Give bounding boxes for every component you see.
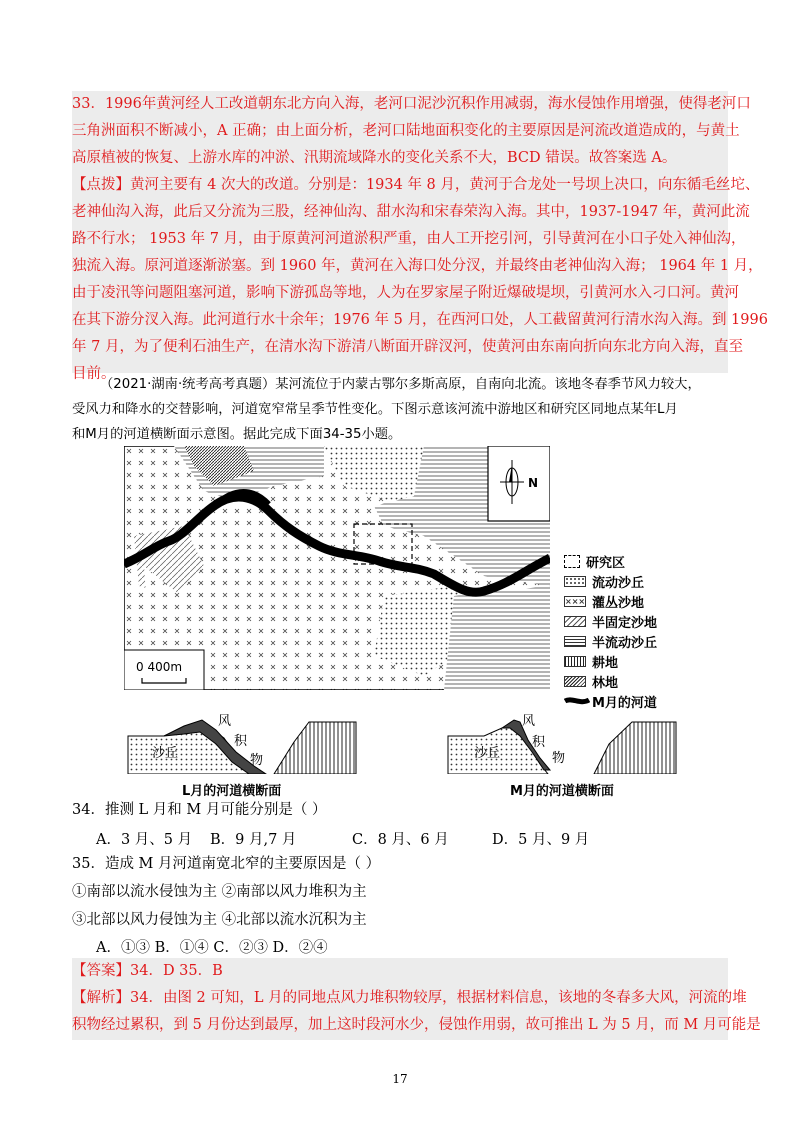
option-b: B．9 月,7 月	[210, 832, 297, 848]
sand-dune-label: 沙丘	[474, 746, 501, 761]
wind-deposit-label: 积	[234, 734, 248, 749]
wind-deposit-label: 物	[250, 753, 264, 768]
question-34-stem: 34．推测 L 月和 M 月可能分别是（ ）	[72, 802, 327, 818]
text-line: 目前。	[72, 366, 116, 382]
answer-line: 【答案】34．D 35．B	[72, 963, 223, 979]
legend-item: 耕地	[564, 651, 618, 671]
text-line: 独流入海。原河道逐渐淤塞。到 1960 年，黄河在入海口处分汊，并最终由老神仙沟入海； 1964 年 1 月，	[72, 258, 763, 274]
m-month-section	[444, 712, 680, 774]
legend-item: M月的河道	[564, 691, 657, 711]
question-35-statements: ③北部以风力侵蚀为主 ④北部以流水沉积为主	[72, 912, 367, 928]
text-line: 和M月的河道横断面示意图。据此完成下面34-35小题。	[72, 427, 402, 442]
text-line: 年 7 月，为了便利石油生产，在清水沟下游清八断面开辟汊河，使黄河由东南向折向东北方向入海，直至	[72, 339, 743, 355]
compass-label: N	[528, 476, 539, 490]
m-section-caption: M月的河道横断面	[510, 784, 614, 799]
question-35-statements: ①南部以流水侵蚀为主 ②南部以风力堆积为主	[72, 884, 367, 900]
text-line: 老神仙沟入海，此后又分流为三股，经神仙沟、甜水沟和宋春荣沟入海。其中，1937-1947 年，黄河此流	[72, 204, 750, 220]
option-d: D．5 月、9 月	[492, 832, 590, 848]
question-35-stem: 35．造成 M 月河道南宽北窄的主要原因是（ ）	[72, 856, 381, 872]
legend-item: 研究区	[564, 551, 625, 571]
question-intro	[72, 372, 728, 447]
wind-deposit-label: 物	[552, 751, 566, 766]
text-line: 在其下游分汊入海。此河道行水十余年；1976 年 5 月，在西河口处，人工截留黄河行清水沟入海。到 1996	[72, 312, 768, 328]
text-line: （2021·湖南·统考高考真题）某河流位于内蒙古鄂尔多斯高原，自南向北流。该地冬春季节风力较大，	[100, 377, 701, 392]
analysis-line: 积物经过累积，到 5 月份达到最厚，加上这时段河水少，侵蚀作用弱，故可推出 L 为 5 月，而 M 月可能是	[72, 1017, 761, 1033]
wind-deposit-label: 风	[522, 714, 536, 729]
legend-item: 半流动沙丘	[564, 631, 657, 651]
text-line: 路不行水； 1953 年 7 月，由于原黄河河道淤积严重，由人工开挖引河，引导黄河在小口子处入神仙沟，	[72, 231, 746, 247]
wind-deposit-label: 积	[532, 735, 546, 750]
scale-label: 0 400m	[136, 660, 183, 674]
page-number: 17	[392, 1072, 408, 1086]
text-line: 受风力和降水的交替影响，河道宽窄常呈季节性变化。下图示意该河流中游地区和研究区同地点某年L月	[72, 402, 678, 417]
question-35-options: A．①③ B．①④ C．②③ D．②④	[96, 940, 328, 956]
legend-item: 林地	[564, 671, 618, 691]
l-month-section	[124, 712, 360, 774]
explanation-33	[72, 91, 768, 382]
option-c: C．8 月、6 月	[352, 832, 449, 848]
text-line: 由于凌汛等问题阻塞河道，影响下游孤岛等地，人为在罗家屋子附近爆破堤坝，引黄河水入刁口河。黄河	[72, 285, 739, 301]
text-line: 三角洲面积不断减小，A 正确；由上面分析，老河口陆地面积变化的主要原因是河流改道造成的，与黄土	[72, 123, 740, 139]
sand-dune-label: 沙丘	[152, 746, 179, 761]
answer-block	[72, 958, 761, 1040]
analysis-line: 【解析】34．由图 2 可知，L 月的同地点风力堆积物较厚，根据材料信息，该地的冬春多大风，河流的堆	[72, 990, 747, 1006]
l-section-caption: L月的河道横断面	[182, 784, 282, 799]
legend-item: 半固定沙地	[564, 611, 657, 631]
legend-item: ××× 灌丛沙地	[565, 595, 645, 611]
text-line: 高原植被的恢复、上游水库的冲淤、汛期流域降水的变化关系不大，BCD 错误。故答案选 A。	[72, 150, 677, 166]
river-map	[124, 446, 550, 690]
text-line: 【点拨】黄河主要有 4 次大的改道。分别是：1934 年 8 月，黄河于合龙处一号坝上决口，向东循毛丝坨、	[72, 177, 760, 193]
legend-item: 流动沙丘	[564, 571, 644, 591]
wind-deposit-label: 风	[218, 714, 232, 729]
text-line: 33．1996年黄河经人工改道朝东北方向入海，老河口泥沙沉积作用减弱，海水侵蚀作用增强，使得老河口	[72, 96, 751, 112]
option-a: A．3 月、5 月	[96, 832, 193, 848]
